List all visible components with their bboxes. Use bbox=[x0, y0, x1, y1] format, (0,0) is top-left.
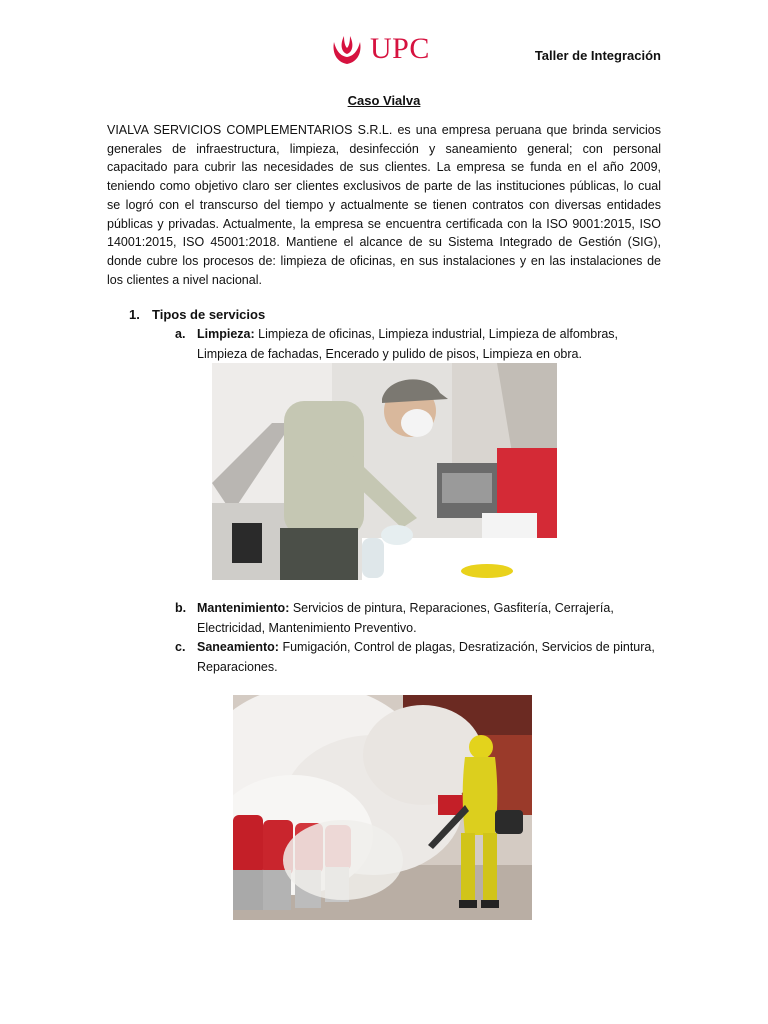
item-letter: c. bbox=[175, 640, 186, 654]
section-title: Tipos de servicios bbox=[152, 307, 266, 322]
item-label: Mantenimiento: bbox=[197, 601, 290, 615]
item-text: Fumigación, Control de plagas, Desratización, Servicios de pintura, Reparaciones. bbox=[197, 640, 655, 674]
item-letter: a. bbox=[175, 327, 186, 341]
logo-wordmark: UPC bbox=[370, 32, 430, 65]
item-content bbox=[197, 325, 661, 364]
list-item-limpieza bbox=[175, 325, 661, 364]
item-text: Limpieza de oficinas, Limpieza industrial, Limpieza de alfombras, Limpieza de fachadas, Encerado y pulido de pisos, Limpieza en obra. bbox=[197, 327, 619, 361]
fumigation-worker-photo bbox=[233, 695, 532, 920]
document-title: Caso Vialva bbox=[347, 93, 421, 108]
cleaning-worker-photo bbox=[212, 363, 557, 580]
list-item-saneamiento bbox=[175, 638, 661, 677]
upc-logo bbox=[330, 32, 430, 66]
item-letter: b. bbox=[175, 601, 187, 615]
item-label: Saneamiento: bbox=[197, 640, 279, 654]
course-name: Taller de Integración bbox=[534, 48, 661, 63]
item-content bbox=[197, 599, 661, 638]
item-text: Servicios de pintura, Reparaciones, Gasfitería, Cerrajería, Electricidad, Mantenimiento Preventivo. bbox=[197, 601, 614, 635]
section-heading bbox=[129, 307, 265, 322]
item-label: Limpieza: bbox=[197, 327, 255, 341]
item-content bbox=[197, 638, 661, 677]
upc-emblem-icon bbox=[330, 32, 364, 66]
section-number: 1. bbox=[129, 307, 140, 322]
page-header bbox=[0, 28, 768, 78]
list-item-mantenimiento bbox=[175, 599, 661, 638]
intro-paragraph: VIALVA SERVICIOS COMPLEMENTARIOS S.R.L. es una empresa peruana que brinda servicios generales de infraestructura, limpieza, desinfección y saneamiento general; con personal capacitado para cubrir las necesidades de sus clientes. La empresa se funda en el año 2009, teniendo como objetivo claro ser clientes exclusivos de parte de las instituciones públicas, lo cual se logró con el transcurso del tiempo y actualmente se tienen contratos con diversas entidades públicas y privadas. Actualmente, la empresa se encuentra certificada con la ISO 9001:2015, ISO 14001:2015, ISO 45001:2018. Mantiene el alcance de su Sistema Integrado de Gestión (SIG), donde cubre los procesos de: limpieza de oficinas, en sus instalaciones y en las instalaciones de los clientes a nivel nacional. bbox=[107, 123, 661, 287]
